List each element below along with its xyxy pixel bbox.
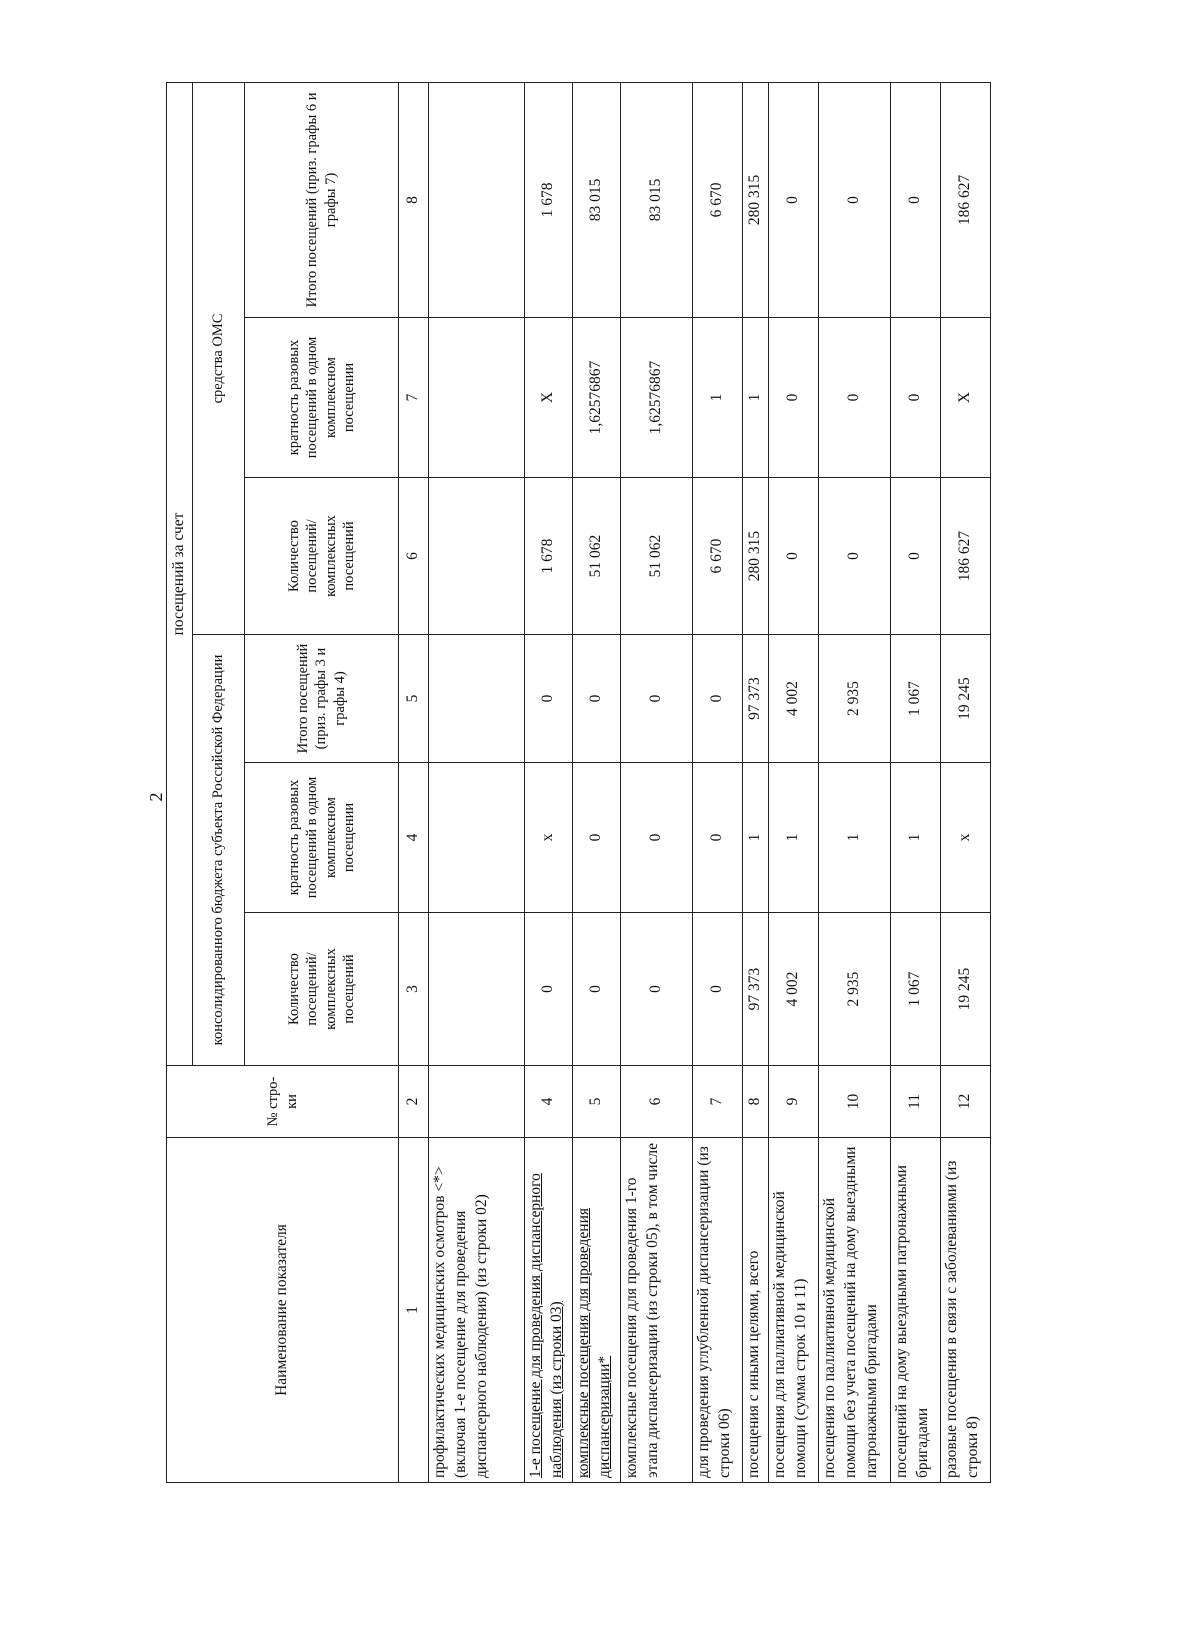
indicator-name: посещений на дому выездными патронажными бригадами bbox=[891, 1138, 941, 1483]
value-cell: 1 bbox=[693, 318, 743, 478]
indicator-name: разовые посещения в связи с заболеваниями (из строки 8) bbox=[941, 1138, 991, 1483]
value-cell: 1 bbox=[743, 318, 769, 478]
value-cell: X bbox=[525, 318, 573, 478]
value-cell: 0 bbox=[891, 82, 941, 317]
row-number: 7 bbox=[693, 1066, 743, 1138]
value-cell: 4 002 bbox=[769, 635, 819, 763]
row-number: 4 bbox=[525, 1066, 573, 1138]
row-number: 5 bbox=[573, 1066, 621, 1138]
value-cell bbox=[429, 318, 525, 478]
value-cell: 0 bbox=[573, 635, 621, 763]
col4-header: кратность разовых посещений в одном комплексном посещении bbox=[245, 763, 399, 913]
report-table bbox=[166, 82, 991, 1483]
table-row bbox=[693, 82, 743, 1482]
value-cell bbox=[429, 82, 525, 317]
col-number: 5 bbox=[399, 635, 429, 763]
value-cell: 1 bbox=[891, 763, 941, 913]
row-number bbox=[429, 1066, 525, 1138]
col6-header: Количество посещений/ комплексных посещений bbox=[245, 478, 399, 635]
col-number: 4 bbox=[399, 763, 429, 913]
col-number: 7 bbox=[399, 318, 429, 478]
value-cell bbox=[429, 913, 525, 1066]
value-cell: 0 bbox=[525, 913, 573, 1066]
value-cell: 83 015 bbox=[621, 82, 693, 317]
value-cell: 1 678 bbox=[525, 82, 573, 317]
value-cell: 51 062 bbox=[573, 478, 621, 635]
budget-group-header: консолидированного бюджета субъекта Российской Федерации bbox=[193, 635, 245, 1066]
value-cell: 97 373 bbox=[743, 635, 769, 763]
table-row bbox=[819, 82, 891, 1482]
col8-header: Итого посещений (приз. графы 6 и графы 7) bbox=[245, 82, 399, 317]
value-cell: 97 373 bbox=[743, 913, 769, 1066]
indicator-name: профилактических медицинских осмотров <*> (включая 1-е посещение для проведения диспансерного наблюдения) (из строки 02) bbox=[429, 1138, 525, 1483]
value-cell: 51 062 bbox=[621, 478, 693, 635]
value-cell: 6 670 bbox=[693, 478, 743, 635]
value-cell: x bbox=[941, 763, 991, 913]
oms-group-header: средства ОМС bbox=[193, 82, 245, 634]
value-cell: X bbox=[941, 318, 991, 478]
indicator-name-header: Наименование показателя bbox=[167, 1138, 399, 1483]
value-cell: 0 bbox=[819, 318, 891, 478]
row-number: 11 bbox=[891, 1066, 941, 1138]
column-numbers-row bbox=[399, 82, 429, 1482]
value-cell: 0 bbox=[525, 635, 573, 763]
table-row bbox=[941, 82, 991, 1482]
value-cell: 1,62576867 bbox=[621, 318, 693, 478]
value-cell: 0 bbox=[621, 763, 693, 913]
value-cell: 0 bbox=[573, 763, 621, 913]
col3-header: Количество посещений/ комплексных посещений bbox=[245, 913, 399, 1066]
table-row bbox=[743, 82, 769, 1482]
value-cell: 0 bbox=[573, 913, 621, 1066]
col5-header: Итого посещений (приз. графы 3 и графы 4) bbox=[245, 635, 399, 763]
col-number: 1 bbox=[399, 1138, 429, 1483]
row-number-header: № стро-ки bbox=[167, 1066, 399, 1138]
row-number: 10 bbox=[819, 1066, 891, 1138]
value-cell: 0 bbox=[769, 478, 819, 635]
indicator-name: комплексные посещения для проведения 1-го этапа диспансеризации (из строки 05), в том числе bbox=[621, 1138, 693, 1483]
report-table-wrapper bbox=[166, 83, 986, 1483]
table-row bbox=[891, 82, 941, 1482]
value-cell: 0 bbox=[621, 635, 693, 763]
value-cell: 83 015 bbox=[573, 82, 621, 317]
page-number: 2 bbox=[146, 792, 166, 802]
value-cell: 186 627 bbox=[941, 478, 991, 635]
value-cell: 0 bbox=[693, 763, 743, 913]
value-cell: 0 bbox=[891, 478, 941, 635]
row-number: 12 bbox=[941, 1066, 991, 1138]
indicator-name: комплексные посещения для проведения диспансеризации* bbox=[573, 1138, 621, 1483]
value-cell: 1 bbox=[743, 763, 769, 913]
indicator-name: 1-е посещение для проведения диспансерного наблюдения (из строки 03) bbox=[525, 1138, 573, 1483]
table-row bbox=[525, 82, 573, 1482]
value-cell: 280 315 bbox=[743, 82, 769, 317]
value-cell bbox=[429, 635, 525, 763]
value-cell: 1,62576867 bbox=[573, 318, 621, 478]
visits-group-header: посещений за счет bbox=[167, 82, 193, 1065]
col7-header: кратность разовых посещений в одном комплексном посещении bbox=[245, 318, 399, 478]
value-cell: 1 bbox=[819, 763, 891, 913]
col-number: 2 bbox=[399, 1066, 429, 1138]
value-cell: 1 bbox=[769, 763, 819, 913]
value-cell: 0 bbox=[819, 82, 891, 317]
col-number: 8 bbox=[399, 82, 429, 317]
indicator-name: посещения с иными целями, всего bbox=[743, 1138, 769, 1483]
indicator-name: для проведения углубленной диспансеризации (из строки 06) bbox=[693, 1138, 743, 1483]
table-row bbox=[573, 82, 621, 1482]
row-number: 8 bbox=[743, 1066, 769, 1138]
value-cell bbox=[429, 763, 525, 913]
value-cell: 280 315 bbox=[743, 478, 769, 635]
value-cell: 2 935 bbox=[819, 635, 891, 763]
value-cell: 19 245 bbox=[941, 913, 991, 1066]
value-cell: 4 002 bbox=[769, 913, 819, 1066]
row-number: 9 bbox=[769, 1066, 819, 1138]
indicator-name: посещения по паллиативной медицинской помощи без учета посещений на дому выездными патронажными бригадами bbox=[819, 1138, 891, 1483]
value-cell: 0 bbox=[769, 82, 819, 317]
value-cell: 6 670 bbox=[693, 82, 743, 317]
col-number: 3 bbox=[399, 913, 429, 1066]
table-row bbox=[429, 82, 525, 1482]
value-cell: 0 bbox=[693, 913, 743, 1066]
table-row bbox=[769, 82, 819, 1482]
value-cell bbox=[429, 478, 525, 635]
value-cell: 0 bbox=[769, 318, 819, 478]
value-cell: 19 245 bbox=[941, 635, 991, 763]
value-cell: 0 bbox=[621, 913, 693, 1066]
value-cell: 186 627 bbox=[941, 82, 991, 317]
table-row bbox=[621, 82, 693, 1482]
indicator-name: посещения для паллиативной медицинской помощи (сумма строк 10 и 11) bbox=[769, 1138, 819, 1483]
value-cell: 0 bbox=[819, 478, 891, 635]
value-cell: 1 067 bbox=[891, 913, 941, 1066]
value-cell: 2 935 bbox=[819, 913, 891, 1066]
value-cell: 0 bbox=[891, 318, 941, 478]
value-cell: x bbox=[525, 763, 573, 913]
col-number: 6 bbox=[399, 478, 429, 635]
value-cell: 1 067 bbox=[891, 635, 941, 763]
value-cell: 1 678 bbox=[525, 478, 573, 635]
value-cell: 0 bbox=[693, 635, 743, 763]
row-number: 6 bbox=[621, 1066, 693, 1138]
